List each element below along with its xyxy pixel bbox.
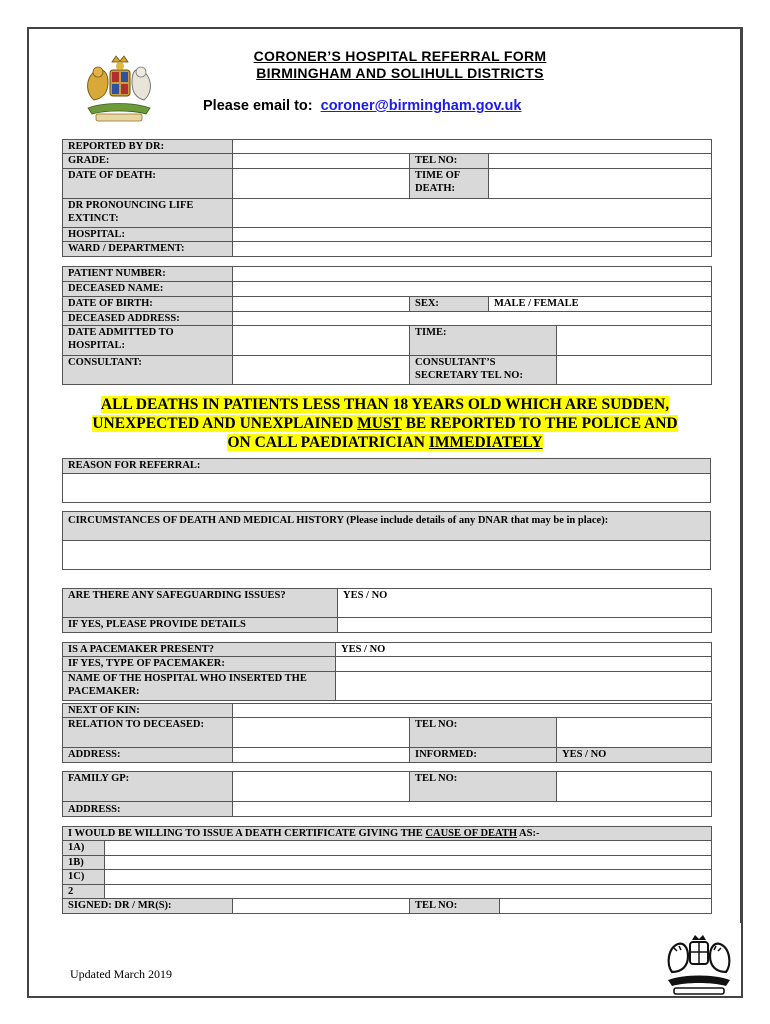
pacemaker-table	[62, 642, 712, 701]
grade-label: GRADE:	[63, 154, 233, 169]
consultant-secretary-label: CONSULTANT’S SECRETARY TEL NO:	[410, 356, 557, 385]
next-of-kin-table	[62, 703, 712, 763]
pacemaker-hospital-field[interactable]	[336, 672, 712, 701]
form-title-block	[200, 48, 600, 82]
warning-immediately: IMMEDIATELY	[428, 434, 543, 451]
admission-time-label: TIME:	[410, 326, 557, 356]
certificate-statement	[63, 827, 712, 841]
safeguarding-table	[62, 588, 712, 633]
ward-field[interactable]	[233, 242, 712, 257]
consultant-label: CONSULTANT:	[63, 356, 233, 385]
circumstances-field[interactable]	[63, 541, 711, 570]
gp-tel-no-label: TEL NO:	[410, 772, 557, 802]
email-link[interactable]: coroner@birmingham.gov.uk	[320, 98, 522, 114]
next-of-kin-field[interactable]	[233, 704, 712, 718]
safeguarding-details-label: IF YES, PLEASE PROVIDE DETAILS	[63, 618, 338, 633]
warning-must: MUST	[357, 415, 402, 432]
signed-tel-no-label: TEL NO:	[410, 899, 500, 914]
certificate-statement-end: AS:-	[517, 828, 540, 839]
date-admitted-field[interactable]	[233, 326, 410, 356]
deceased-name-field[interactable]	[233, 282, 712, 297]
gp-address-label: ADDRESS:	[63, 802, 233, 817]
date-of-birth-field[interactable]	[233, 297, 410, 312]
cause-1c-field[interactable]	[105, 870, 712, 885]
cause-1a-field[interactable]	[105, 841, 712, 856]
pacemaker-type-field[interactable]	[336, 657, 712, 672]
family-gp-table	[62, 771, 712, 817]
kin-tel-no-label: TEL NO:	[410, 718, 557, 748]
form-title: CORONER’S HOSPITAL REFERRAL FORM	[253, 48, 547, 64]
family-gp-field[interactable]	[233, 772, 410, 802]
informed-label: INFORMED:	[410, 748, 557, 763]
cause-2-label: 2	[63, 885, 105, 899]
deceased-address-label: DECEASED ADDRESS:	[63, 312, 233, 326]
warning-line-2-start: UNEXPECTED AND UNEXPLAINED	[92, 415, 358, 432]
updated-date: Updated March 2019	[70, 967, 172, 981]
reported-by-field[interactable]	[233, 140, 712, 154]
reported-by-label: REPORTED BY DR:	[63, 140, 233, 154]
pacemaker-options[interactable]: YES / NO	[336, 643, 712, 657]
date-admitted-label: DATE ADMITTED TO HOSPITAL:	[63, 326, 233, 356]
circumstances-table	[62, 511, 711, 570]
reporter-details-table	[62, 139, 712, 257]
warning-line-2-end: BE REPORTED TO THE POLICE AND	[401, 415, 678, 432]
signed-field[interactable]	[233, 899, 410, 914]
reason-label: REASON FOR REFERRAL:	[63, 459, 711, 474]
kin-address-field[interactable]	[233, 748, 410, 763]
warning-line-1: ALL DEATHS IN PATIENTS LESS THAN 18 YEARS OLD WHICH ARE SUDDEN,	[100, 396, 670, 413]
certificate-cause-of-death: CAUSE OF DEATH	[425, 828, 518, 839]
date-of-death-field[interactable]	[233, 169, 410, 199]
time-of-death-label: TIME OF DEATH:	[410, 169, 489, 199]
safeguarding-details-field[interactable]	[338, 618, 712, 633]
form-subtitle: BIRMINGHAM AND SOLIHULL DISTRICTS	[256, 65, 544, 81]
tel-no-field[interactable]	[489, 154, 712, 169]
royal-coat-of-arms-icon	[74, 52, 164, 126]
cause-1b-field[interactable]	[105, 856, 712, 870]
kin-address-label: ADDRESS:	[63, 748, 233, 763]
sex-label: SEX:	[410, 297, 489, 312]
cause-1c-label: 1C)	[63, 870, 105, 885]
sex-options[interactable]: MALE / FEMALE	[489, 297, 712, 312]
signed-tel-no-field[interactable]	[500, 899, 712, 914]
safeguarding-options[interactable]: YES / NO	[338, 589, 712, 618]
grade-field[interactable]	[233, 154, 410, 169]
circumstances-label: CIRCUMSTANCES OF DEATH AND MEDICAL HISTORY (Please include details of any DNAR that may be in place):	[63, 512, 711, 541]
warning-line-3-start: ON CALL PAEDIATRICIAN	[227, 434, 429, 451]
ward-label: WARD / DEPARTMENT:	[63, 242, 233, 257]
pacemaker-label: IS A PACEMAKER PRESENT?	[63, 643, 336, 657]
gp-address-field[interactable]	[233, 802, 712, 817]
email-line	[203, 98, 521, 114]
signed-label: SIGNED: DR / MR(S):	[63, 899, 233, 914]
email-prompt: Please email to:	[203, 98, 313, 114]
cause-1a-label: 1A)	[63, 841, 105, 856]
patient-details-table	[62, 266, 712, 385]
patient-number-label: PATIENT NUMBER:	[63, 267, 233, 282]
deceased-name-label: DECEASED NAME:	[63, 282, 233, 297]
pacemaker-hospital-label: NAME OF THE HOSPITAL WHO INSERTED THE PACEMAKER:	[63, 672, 336, 701]
under-18-warning	[60, 395, 710, 452]
date-of-death-label: DATE OF DEATH:	[63, 169, 233, 199]
death-certificate-table	[62, 826, 712, 914]
safeguarding-label: ARE THERE ANY SAFEGUARDING ISSUES?	[63, 589, 338, 618]
reason-field[interactable]	[63, 474, 711, 503]
hospital-field[interactable]	[233, 228, 712, 242]
next-of-kin-label: NEXT OF KIN:	[63, 704, 233, 718]
dr-pronouncing-field[interactable]	[233, 199, 712, 228]
date-of-birth-label: DATE OF BIRTH:	[63, 297, 233, 312]
relation-field[interactable]	[233, 718, 410, 748]
patient-number-field[interactable]	[233, 267, 712, 282]
consultant-secretary-field[interactable]	[557, 356, 712, 385]
dr-pronouncing-label: DR PRONOUNCING LIFE EXTINCT:	[63, 199, 233, 228]
hospital-label: HOSPITAL:	[63, 228, 233, 242]
reason-table	[62, 458, 711, 503]
cause-1b-label: 1B)	[63, 856, 105, 870]
informed-options[interactable]: YES / NO	[557, 748, 712, 763]
time-of-death-field[interactable]	[489, 169, 712, 199]
royal-seal-icon	[664, 934, 734, 996]
kin-tel-no-field[interactable]	[557, 718, 712, 748]
deceased-address-field[interactable]	[233, 312, 712, 326]
certificate-statement-start: I WOULD BE WILLING TO ISSUE A DEATH CERTIFICATE GIVING THE	[68, 828, 426, 839]
cause-2-field[interactable]	[105, 885, 712, 899]
family-gp-label: FAMILY GP:	[63, 772, 233, 802]
gp-tel-no-field[interactable]	[557, 772, 712, 802]
tel-no-label: TEL NO:	[410, 154, 489, 169]
relation-label: RELATION TO DECEASED:	[63, 718, 233, 748]
consultant-field[interactable]	[233, 356, 410, 385]
pacemaker-type-label: IF YES, TYPE OF PACEMAKER:	[63, 657, 336, 672]
admission-time-field[interactable]	[557, 326, 712, 356]
page-border-shadow	[740, 27, 743, 923]
